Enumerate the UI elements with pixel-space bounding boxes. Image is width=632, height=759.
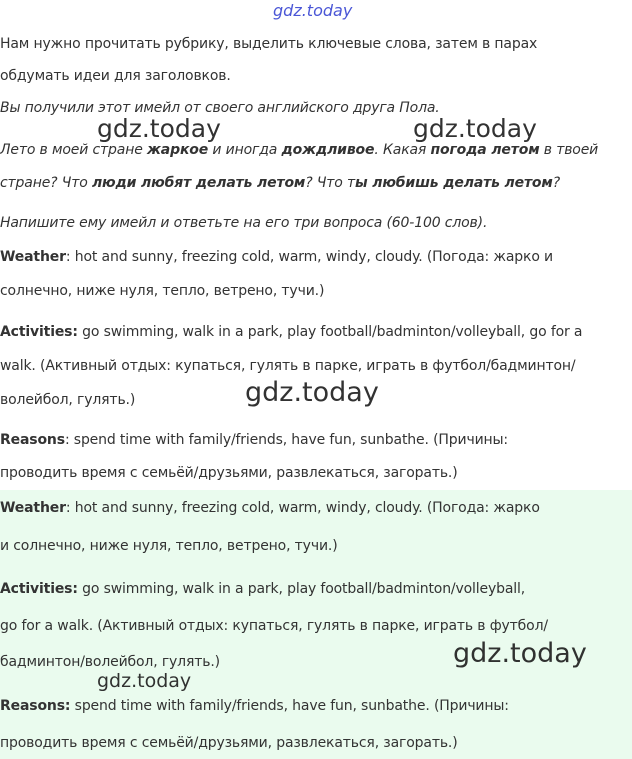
answer-weather-line-2: и солнечно, ниже нуля, тепло, ветрено, тучи.)	[0, 538, 338, 554]
weather-line-2: солнечно, ниже нуля, тепло, ветрено, тучи.)	[0, 283, 325, 299]
activities-line-3: волейбол, гулять.)	[0, 392, 136, 408]
intro-line-1: Нам нужно прочитать рубрику, выделить ключевые слова, затем в парах	[0, 36, 538, 52]
intro-line-2: обдумать идеи для заголовков.	[0, 68, 231, 84]
answer-weather-line-1: Weather: hot and sunny, freezing cold, warm, windy, cloudy. (Погода: жарко	[0, 500, 540, 516]
weather-line-1: Weather: hot and sunny, freezing cold, warm, windy, cloudy. (Погода: жарко и	[0, 249, 553, 265]
prompt-line: Вы получили этот имейл от своего английского друга Пола.	[0, 100, 440, 116]
task-line: Напишите ему имейл и ответьте на его три вопроса (60-100 слов).	[0, 215, 488, 231]
watermark-5: gdz.today	[97, 670, 192, 692]
answer-activities-line-1: Activities: go swimming, walk in a park, play football/badminton/volleyball,	[0, 581, 526, 597]
watermark-3: gdz.today	[245, 377, 379, 408]
watermark-top: gdz.today	[273, 1, 353, 20]
reasons-line-2: проводить время с семьёй/друзьями, развлекаться, загорать.)	[0, 465, 458, 481]
activities-line-1: Activities: go swimming, walk in a park, play football/badminton/volleyball, go for a	[0, 324, 583, 340]
email-line-1: Лето в моей стране жаркое и иногда дождливое. Какая погода летом в твоей	[0, 142, 599, 158]
answer-reasons-line-2: проводить время с семьёй/друзьями, развлекаться, загорать.)	[0, 735, 458, 751]
watermark-2: gdz.today	[413, 114, 537, 143]
answer-activities-line-3: бадминтон/волейбол, гулять.)	[0, 654, 220, 670]
answer-reasons-line-1: Reasons: spend time with family/friends, have fun, sunbathe. (Причины:	[0, 698, 509, 714]
watermark-4: gdz.today	[453, 638, 587, 669]
email-line-2: стране? Что люди любят делать летом? Что ты любишь делать летом?	[0, 175, 560, 191]
activities-line-2: walk. (Активный отдых: купаться, гулять в парке, играть в футбол/бадминтон/	[0, 358, 576, 374]
watermark-1: gdz.today	[97, 114, 221, 143]
reasons-line-1: Reasons: spend time with family/friends, have fun, sunbathe. (Причины:	[0, 432, 508, 448]
answer-activities-line-2: go for a walk. (Активный отдых: купаться, гулять в парке, играть в футбол/	[0, 618, 548, 634]
